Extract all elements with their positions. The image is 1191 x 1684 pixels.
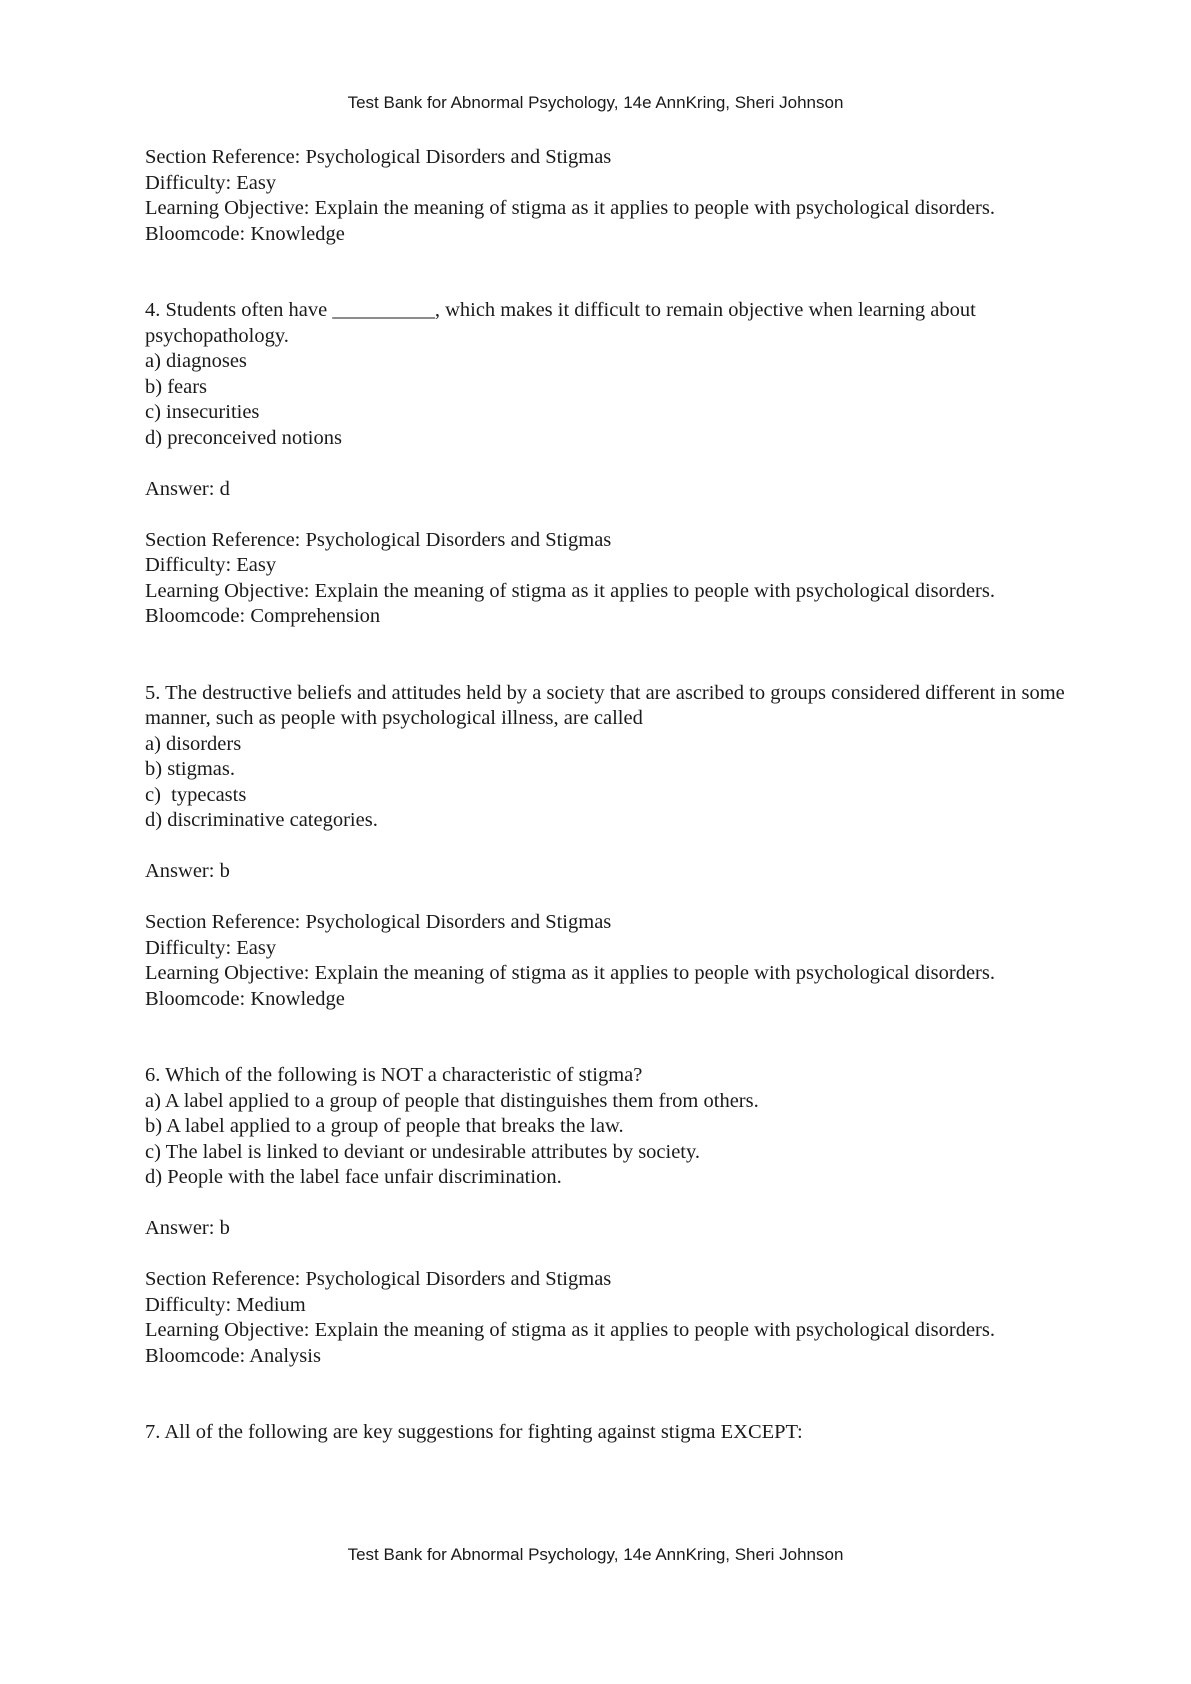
- option-a: a) A label applied to a group of people that distinguishes them from others.: [145, 1089, 759, 1112]
- option-a: a) diagnoses: [145, 350, 247, 372]
- option-d: d) People with the label face unfair discrimination.: [145, 1166, 562, 1188]
- page-header: Test Bank for Abnormal Psychology, 14e AnnKring, Sheri Johnson: [347, 93, 844, 112]
- option-b: b) fears: [145, 375, 208, 398]
- section-reference: Section Reference: Psychological Disorders and Stigmas: [145, 1268, 612, 1290]
- difficulty: Difficulty: Medium: [145, 1293, 306, 1316]
- question-6: [145, 1063, 1105, 1191]
- meta-block: [145, 910, 1105, 1012]
- learning-objective: Learning Objective: Explain the meaning of stigma as it applies to people with psychological disorders.: [145, 1319, 995, 1341]
- answer: Answer: d: [145, 477, 230, 500]
- learning-objective: Learning Objective: Explain the meaning of stigma as it applies to people with psychological disorders.: [145, 579, 995, 602]
- bloomcode: Bloomcode: Knowledge: [145, 222, 345, 245]
- difficulty: Difficulty: Easy: [145, 936, 277, 959]
- option-d: d) discriminative categories.: [145, 809, 378, 831]
- section-reference: Section Reference: Psychological Disorders and Stigmas: [145, 528, 612, 551]
- page-footer: Test Bank for Abnormal Psychology, 14e AnnKring, Sheri Johnson: [347, 1545, 844, 1564]
- question-stem: 7. All of the following are key suggestions for fighting against stigma EXCEPT:: [145, 1421, 803, 1443]
- meta-block-top: [145, 145, 1105, 247]
- meta-block: [145, 1267, 1105, 1369]
- question-stem: 4. Students often have __________, which makes it difficult to remain objective when learning about psychopathology.: [145, 299, 976, 347]
- answer: Answer: b: [145, 1217, 230, 1239]
- bloomcode: Bloomcode: Comprehension: [145, 605, 381, 627]
- option-d: d) preconceived notions: [145, 426, 342, 449]
- question-5: [145, 681, 1105, 834]
- difficulty: Difficulty: Easy: [145, 171, 277, 194]
- difficulty: Difficulty: Easy: [145, 554, 277, 576]
- question-4: [145, 298, 1105, 451]
- answer: Answer: b: [145, 860, 230, 882]
- document-body: [145, 145, 1105, 1446]
- meta-block: [145, 528, 1105, 630]
- section-reference: Section Reference: Psychological Disorders and Stigmas: [145, 146, 612, 168]
- option-c: c) The label is linked to deviant or undesirable attributes by society.: [145, 1140, 701, 1163]
- bloomcode: Bloomcode: Analysis: [145, 1344, 321, 1367]
- question-stem: 5. The destructive beliefs and attitudes held by a society that are ascribed to groups considered different in some manner, such as people with psychological illness, are called: [145, 681, 1065, 729]
- learning-objective: Learning Objective: Explain the meaning of stigma as it applies to people with psychological disorders.: [145, 197, 995, 219]
- question-stem: 6. Which of the following is NOT a characteristic of stigma?: [145, 1064, 643, 1086]
- section-reference: Section Reference: Psychological Disorders and Stigmas: [145, 911, 612, 933]
- option-c: c) insecurities: [145, 401, 260, 423]
- option-a: a) disorders: [145, 732, 242, 755]
- option-b: b) stigmas.: [145, 758, 235, 780]
- option-b: b) A label applied to a group of people that breaks the law.: [145, 1115, 624, 1137]
- learning-objective: Learning Objective: Explain the meaning of stigma as it applies to people with psychological disorders.: [145, 962, 995, 984]
- question-7: [145, 1420, 1105, 1446]
- option-c: c) typecasts: [145, 783, 247, 806]
- bloomcode: Bloomcode: Knowledge: [145, 987, 345, 1010]
